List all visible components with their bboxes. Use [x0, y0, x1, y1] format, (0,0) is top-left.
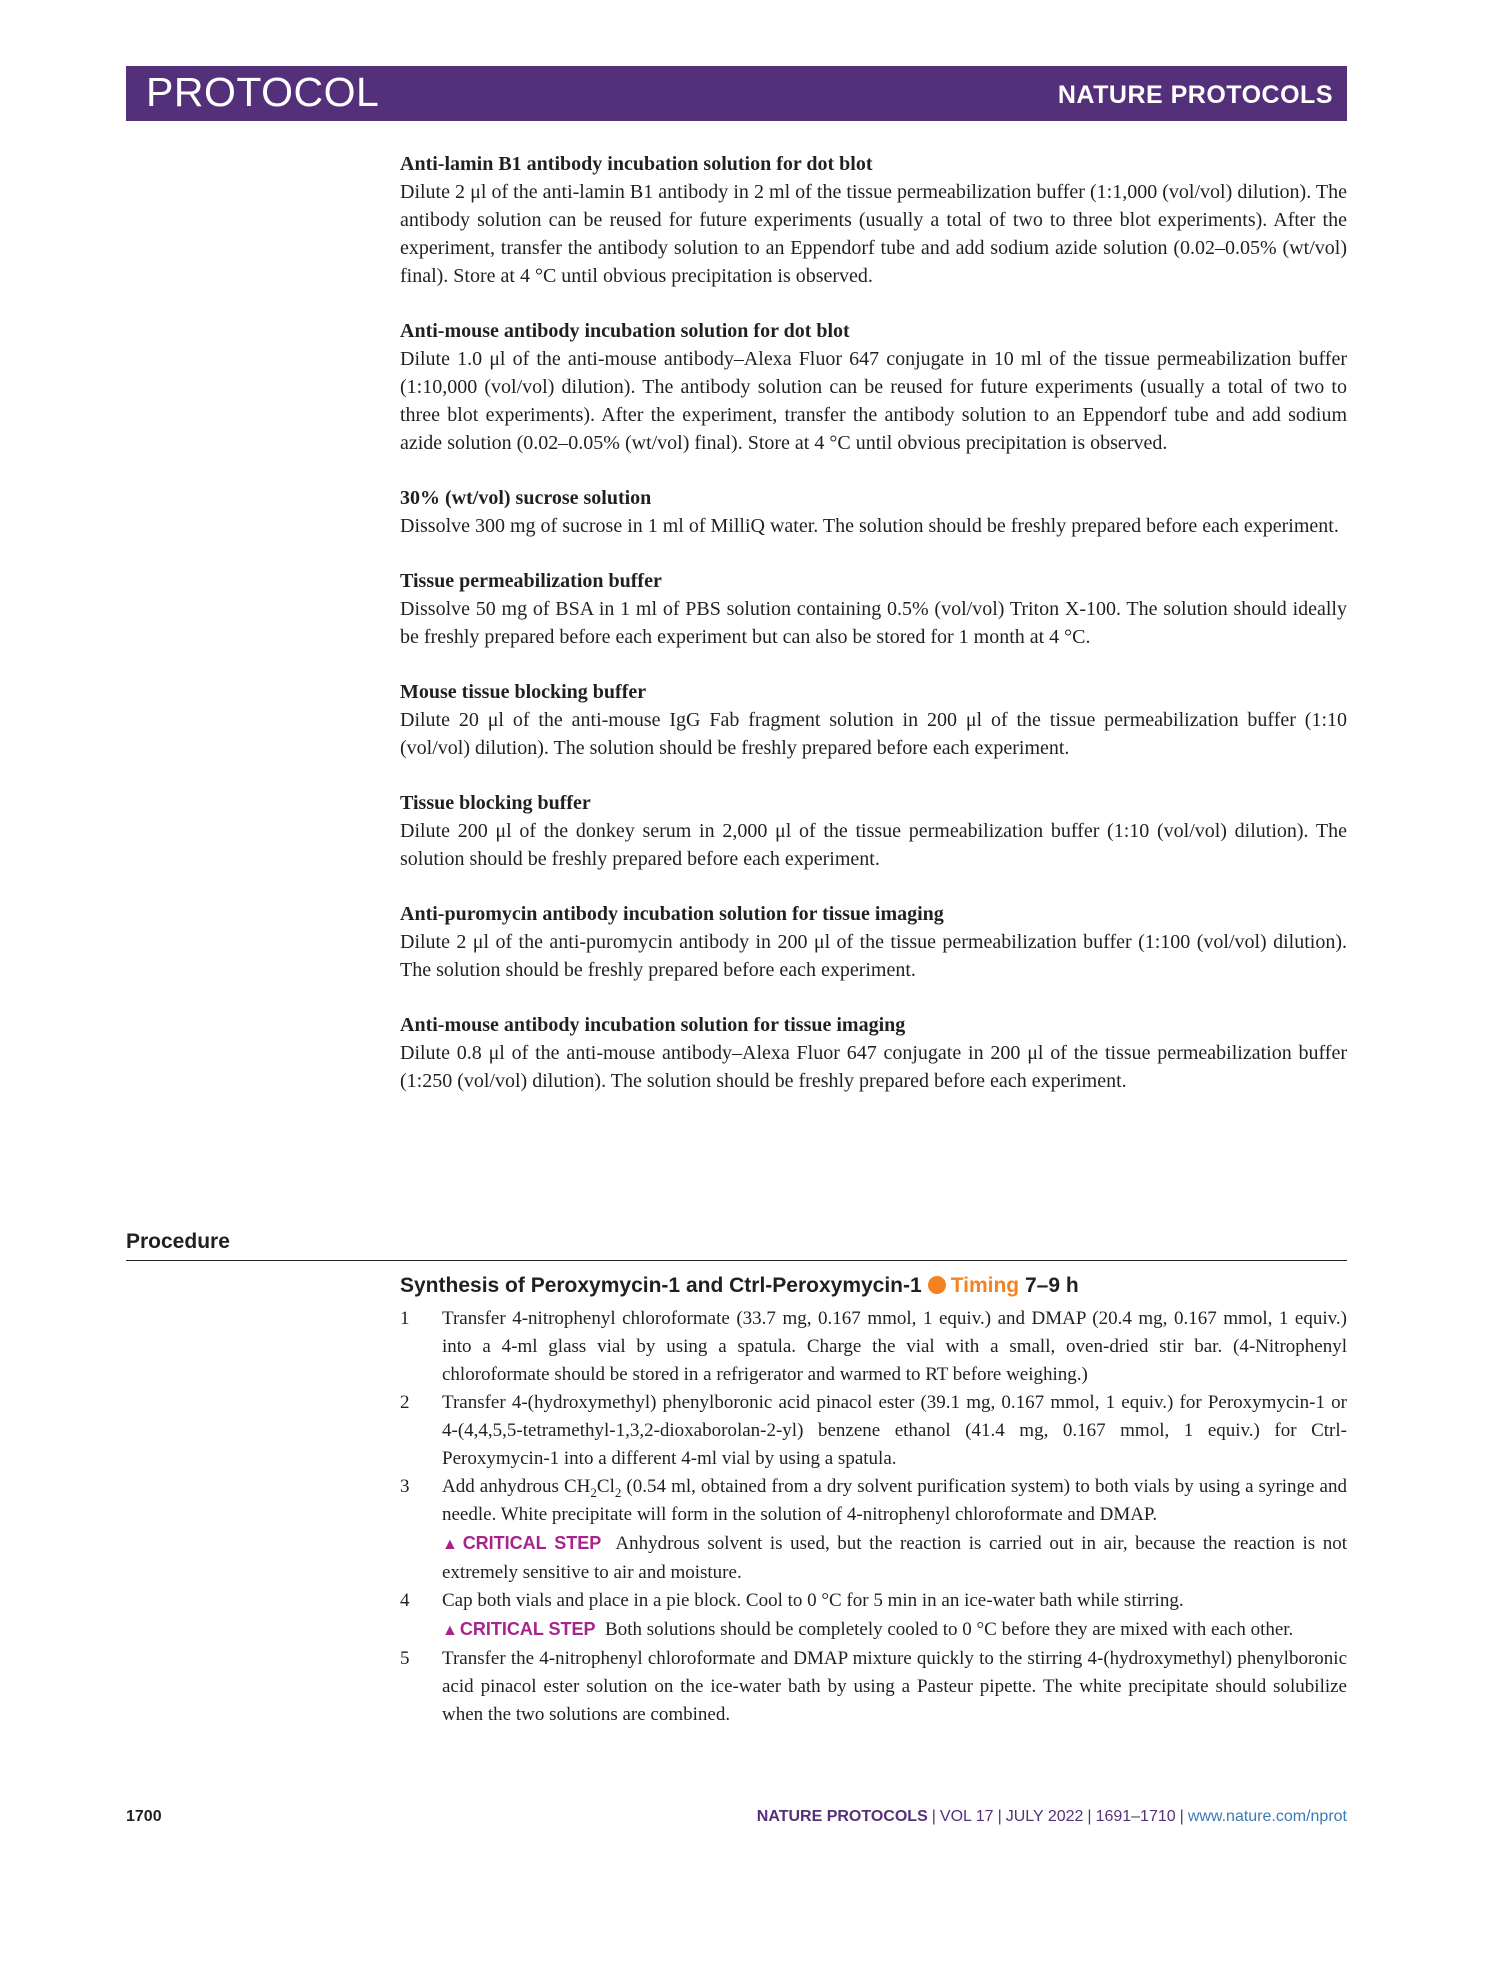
timing-label: Timing [950, 1274, 1020, 1297]
warning-triangle-icon: ▲ [442, 1622, 458, 1639]
footer-separator: | [931, 1808, 936, 1825]
reagent-title: Tissue permeabilization buffer [400, 570, 662, 592]
page-number: 1700 [126, 1808, 162, 1825]
step-text-part: Cl [596, 1476, 615, 1497]
procedure-step [400, 1473, 1347, 1587]
step-number: 2 [400, 1392, 410, 1413]
warning-triangle-icon: ▲ [442, 1536, 461, 1553]
reagent-section [400, 789, 1347, 873]
footer-separator: | [1179, 1808, 1184, 1825]
step-text: Transfer 4-(hydroxymethyl) phenylboronic acid pinacol ester (39.1 mg, 0.167 mmol, 1 equiv.) for Peroxymycin-1 or 4-(4,4,5,5-tetramethyl-1,3,2-dioxaborolan-2-yl) benzene ethanol (41.4 mg, 0.167 mmol, 1 equiv.) for Ctrl-Peroxymycin-1 into a different 4-ml vial by using a spatula. [442, 1392, 1347, 1469]
reagent-body: Dissolve 50 mg of BSA in 1 ml of PBS solution containing 0.5% (vol/vol) Triton X-100. The solution should ideally be freshly prepared before each experiment but can also be stored for 1 month at 4 °C. [400, 598, 1347, 648]
reagent-title: Anti-puromycin antibody incubation solution for tissue imaging [400, 903, 944, 925]
reagent-setup-content [400, 150, 1347, 1122]
procedure-heading [126, 1228, 1347, 1261]
step-text: Cap both vials and place in a pie block. Cool to 0 °C for 5 min in an ice-water bath while stirring. [442, 1590, 1184, 1611]
reagent-title: Mouse tissue blocking buffer [400, 681, 647, 703]
footer-date: JULY 2022 [1005, 1808, 1084, 1825]
step-number: 4 [400, 1590, 410, 1611]
reagent-body: Dissolve 300 mg of sucrose in 1 ml of MilliQ water. The solution should be freshly prepared before each experiment. [400, 515, 1339, 537]
critical-step-note [442, 1529, 1347, 1587]
step-text-part: Add anhydrous CH [442, 1476, 591, 1497]
step-text-part: (0.54 ml, obtained from a dry solvent purification system) to both vials by using a syringe and needle. White precipitate will form in the solution of 4-nitrophenyl chloroformate and DMAP. [442, 1476, 1347, 1525]
timing-value: 7–9 h [1024, 1274, 1079, 1297]
reagent-body: Dilute 2 μl of the anti-puromycin antibody in 200 μl of the tissue permeabilization buffer (1:100 (vol/vol) dilution). The solution should be freshly prepared before each experiment. [400, 931, 1347, 981]
procedure-step [400, 1587, 1347, 1645]
footer-volume: VOL 17 [939, 1808, 994, 1825]
footer-separator: | [997, 1808, 1002, 1825]
procedure-steps [400, 1305, 1347, 1729]
subscript: 2 [590, 1484, 597, 1500]
reagent-section [400, 484, 1347, 540]
step-text: Transfer the 4-nitrophenyl chloroformate and DMAP mixture quickly to the stirring 4-(hydroxymethyl) phenylboronic acid pinacol ester solution on the ice-water bath by using a Pasteur pipette. The white precipitate should solubilize when the two solutions are combined. [442, 1648, 1347, 1725]
subsection-title [400, 1272, 1347, 1300]
step-number: 1 [400, 1308, 410, 1329]
reagent-body: Dilute 200 μl of the donkey serum in 2,000 μl of the tissue permeabilization buffer (1:10 (vol/vol) dilution). The solution should be freshly prepared before each experiment. [400, 820, 1347, 870]
footer-pages: 1691–1710 [1095, 1808, 1176, 1825]
footer-separator: | [1087, 1808, 1092, 1825]
critical-label-text: CRITICAL STEP [462, 1533, 602, 1553]
subscript: 2 [614, 1484, 622, 1500]
reagent-body: Dilute 1.0 μl of the anti-mouse antibody–Alexa Fluor 647 conjugate in 10 ml of the tissue permeabilization buffer (1:10,000 (vol/vol) dilution). The antibody solution can be reused for future experiments (usually a total of two to three blot experiments). After the experiment, transfer the antibody solution to an Eppendorf tube and add sodium azide solution (0.02–0.05% (wt/vol) final). Store at 4 °C until obvious precipitation is observed. [400, 348, 1347, 454]
procedure-step [400, 1305, 1347, 1389]
procedure-step [400, 1645, 1347, 1729]
reagent-body: Dilute 2 μl of the anti-lamin B1 antibody in 2 ml of the tissue permeabilization buffer (1:1,000 (vol/vol) dilution). The antibody solution can be reused for future experiments (usually a total of two to three blot experiments). After the experiment, transfer the antibody solution to an Eppendorf tube and add sodium azide solution (0.02–0.05% (wt/vol) final). Store at 4 °C until obvious precipitation is observed. [400, 181, 1347, 287]
critical-step-note [442, 1615, 1347, 1645]
reagent-title: 30% (wt/vol) sucrose solution [400, 487, 652, 509]
reagent-section [400, 567, 1347, 651]
reagent-title: Anti-mouse antibody incubation solution for tissue imaging [400, 1014, 906, 1036]
reagent-section [400, 678, 1347, 762]
step-text-block [442, 1473, 1347, 1587]
footer-url-link[interactable]: www.nature.com/nprot [1187, 1808, 1347, 1825]
reagent-title: Tissue blocking buffer [400, 792, 591, 814]
critical-step-label [442, 1619, 596, 1639]
timing-dot-icon [928, 1276, 946, 1294]
procedure-step [400, 1389, 1347, 1473]
procedure-heading-text: Procedure [126, 1230, 230, 1253]
reagent-section [400, 150, 1347, 290]
step-number: 5 [400, 1648, 410, 1669]
critical-text: Anhydrous solvent is used, but the reaction is carried out in air, because the reaction is not extremely sensitive to air and moisture. [442, 1533, 1348, 1583]
section-label: PROTOCOL [146, 69, 380, 115]
reagent-section [400, 317, 1347, 457]
critical-label-text: CRITICAL STEP [459, 1619, 596, 1639]
critical-text: Both solutions should be completely cooled to 0 °C before they are mixed with each other. [605, 1619, 1294, 1640]
step-number: 3 [400, 1476, 410, 1497]
reagent-title: Anti-lamin B1 antibody incubation solution for dot blot [400, 153, 873, 175]
header-banner [126, 66, 1347, 121]
reagent-section [400, 1011, 1347, 1095]
step-text: Transfer 4-nitrophenyl chloroformate (33.7 mg, 0.167 mmol, 1 equiv.) and DMAP (20.4 mg, 0.167 mmol, 1 equiv.) into a 4-ml glass vial by using a spatula. Charge the vial with a small, oven-dried stir bar. (4-Nitrophenyl chloroformate should be stored in a refrigerator and warmed to RT before weighing.) [442, 1308, 1347, 1385]
footer-citation [757, 1808, 1347, 1826]
step-text-block [442, 1587, 1347, 1645]
footer-journal: NATURE PROTOCOLS [756, 1808, 928, 1825]
reagent-section [400, 900, 1347, 984]
critical-step-label [442, 1533, 601, 1553]
subsection-title-text: Synthesis of Peroxymycin-1 and Ctrl-Peroxymycin-1 [400, 1274, 922, 1297]
reagent-body: Dilute 20 μl of the anti-mouse IgG Fab fragment solution in 200 μl of the tissue permeabilization buffer (1:10 (vol/vol) dilution). The solution should be freshly prepared before each experiment. [400, 709, 1347, 759]
reagent-body: Dilute 0.8 μl of the anti-mouse antibody–Alexa Fluor 647 conjugate in 200 μl of the tissue permeabilization buffer (1:250 (vol/vol) dilution). The solution should be freshly prepared before each experiment. [400, 1042, 1347, 1092]
step-text [442, 1473, 1347, 1529]
reagent-title: Anti-mouse antibody incubation solution for dot blot [400, 320, 850, 342]
journal-label: NATURE PROTOCOLS [1057, 81, 1333, 109]
